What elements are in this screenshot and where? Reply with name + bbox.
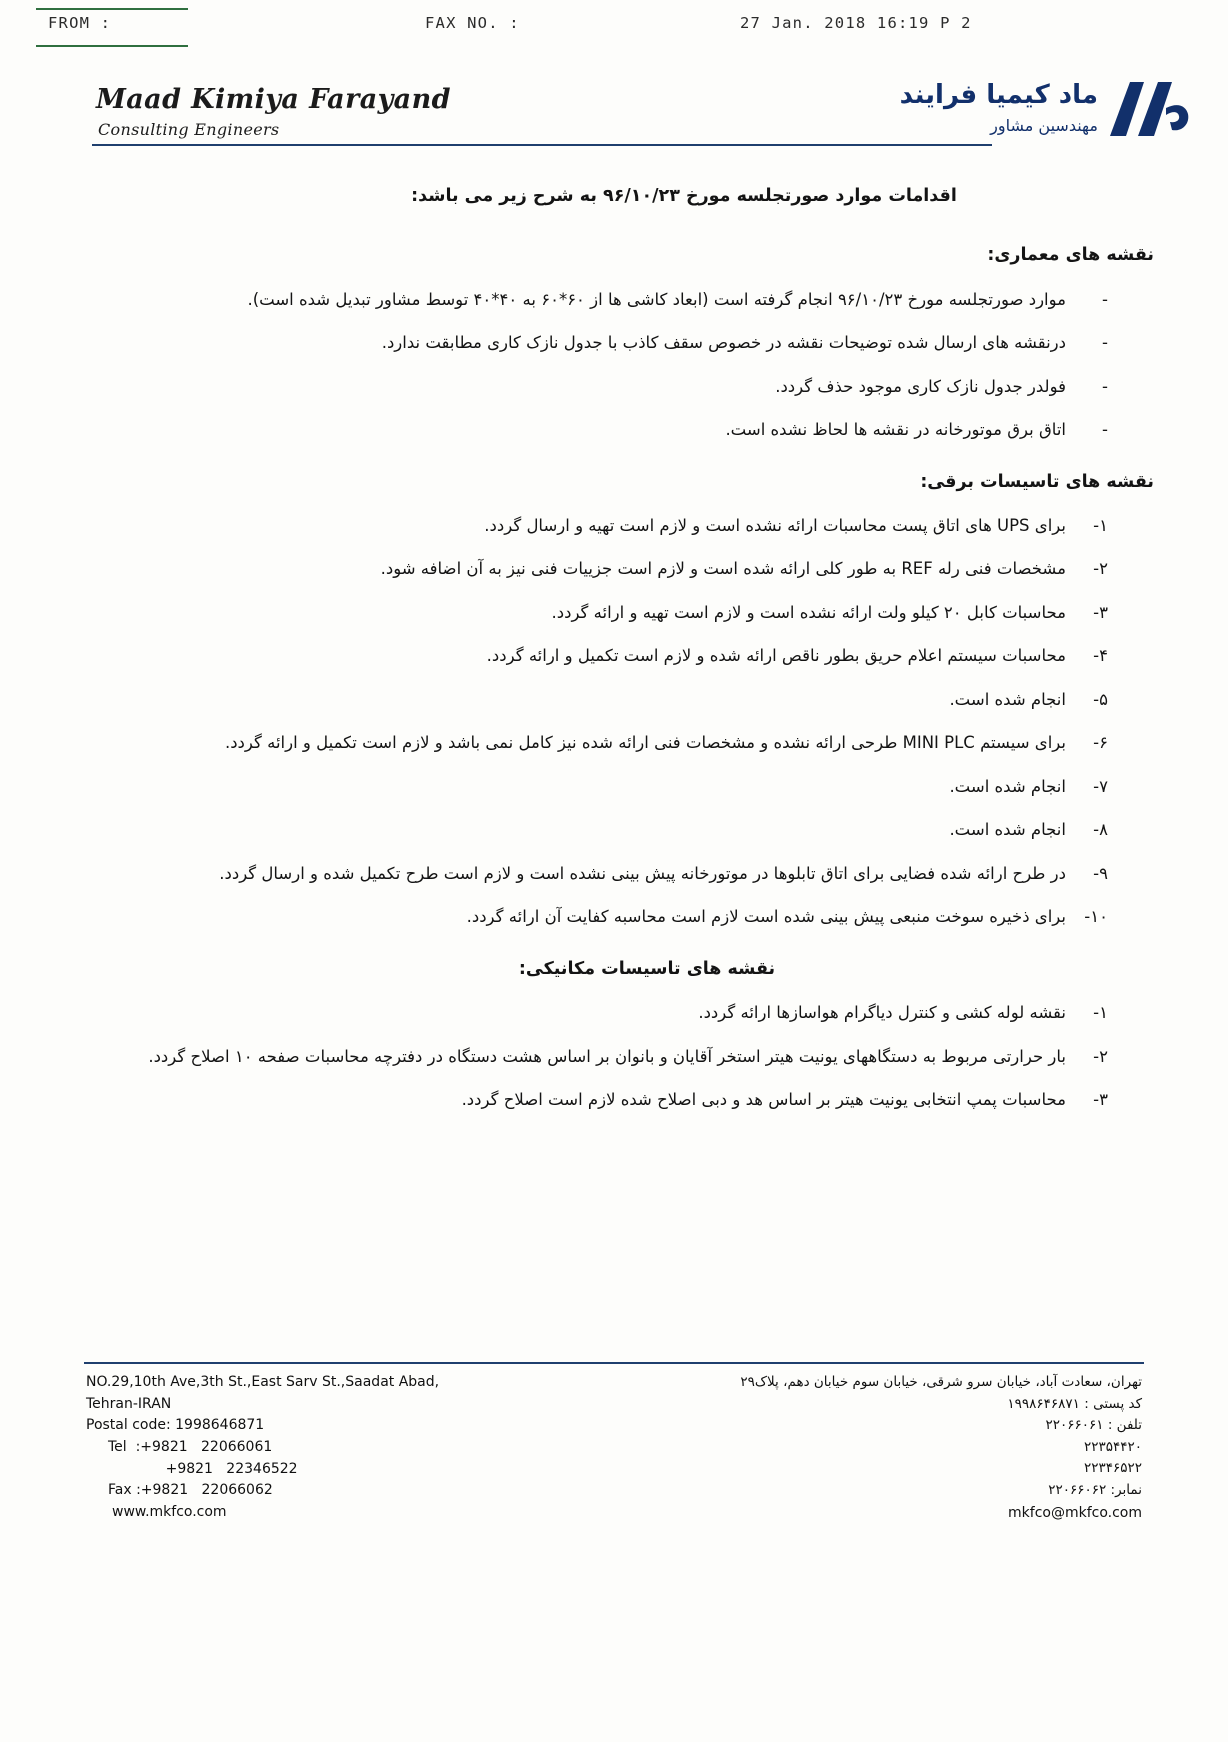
list-marker: ۱۰- <box>1084 907 1108 927</box>
list-marker: - <box>1102 376 1108 396</box>
document-body <box>60 180 1168 1129</box>
list-marker: ۱- <box>1093 1003 1108 1023</box>
list-item <box>60 372 1108 403</box>
footer-tel-line-fa: ۲۲۳۵۴۴۲۰ <box>1083 1438 1142 1455</box>
list-item-text: انجام شده است. <box>949 820 1066 840</box>
list-item-text: محاسبات پمپ انتخابی یونیت هیتر بر اساس هد و دبی اصلاح شده لازم است اصلاح گردد. <box>461 1090 1066 1110</box>
footer-address-line: NO.29,10th Ave,3th St.,East Sarv St.,Saadat Abad, <box>86 1374 440 1390</box>
list-item <box>60 511 1108 542</box>
section-heading-architectural: نقشه های معماری: <box>987 245 1154 266</box>
list-item-text: برای سیستم MINI PLC طرحی ارائه نشده و مشخصات فنی ارائه شده نیز کامل نمی باشد و لازم است تکمیل و ارائه گردد. <box>224 733 1066 753</box>
list-marker: ۹- <box>1093 863 1108 883</box>
list-marker: ۷- <box>1093 776 1108 796</box>
fax-number-label: FAX NO. : <box>425 14 520 32</box>
list-item-text: موارد صورتجلسه مورخ ۹۶/۱۰/۲۳ انجام گرفته است (ابعاد کاشی ها از ۶۰*۶۰ به ۴۰*۴۰ توسط مشاور تبدیل شده است). <box>247 289 1066 309</box>
letterhead-footer <box>0 1372 1228 1521</box>
company-subtitle-english: Consulting Engineers <box>98 120 280 139</box>
list-item-text: برای ذخیره سوخت منبعی پیش بینی شده است لازم است محاسبه کفایت آن ارائه گردد. <box>466 907 1066 927</box>
list-item <box>60 859 1108 890</box>
list-item <box>60 641 1108 672</box>
fax-transmission-header <box>0 8 1228 42</box>
footer-address-english <box>86 1372 439 1524</box>
list-item-text: اتاق برق موتورخانه در نقشه ها لحاظ نشده است. <box>725 420 1066 440</box>
list-marker: ۶- <box>1093 733 1108 753</box>
document-title: اقدامات موارد صورتجلسه مورخ ۹۶/۱۰/۲۳ به شرح زیر می باشد: <box>411 186 957 206</box>
footer-fax-line-fa: نمابر: ۲۲۰۶۶۰۶۲ <box>1048 1481 1142 1498</box>
footer-tel-line-fa: ۲۲۳۴۶۵۲۲ <box>1083 1460 1142 1477</box>
list-item-text: مشخصات فنی رله REF به طور کلی ارائه شده است و لازم است جزییات فنی نیز به آن اضافه شود. <box>380 559 1066 579</box>
list-electrical <box>60 511 1108 933</box>
list-architectural <box>60 285 1108 446</box>
list-item-text: در طرح ارائه شده فضایی برای اتاق تابلوها در موتورخانه پیش بینی نشده است و لازم است طرح تکمیل شده و ارسال گردد. <box>219 863 1066 883</box>
footer-website[interactable]: www.mkfco.com <box>112 1504 227 1521</box>
company-subtitle-persian: مهندسین مشاور <box>990 116 1098 135</box>
footer-address-line-fa: تهران، سعادت آباد، خیابان سرو شرقی، خیابان سوم خیابان دهم، پلاک۲۹ <box>740 1374 1142 1390</box>
list-item <box>60 328 1108 359</box>
list-marker: ۴- <box>1093 646 1108 666</box>
letterhead-divider <box>92 144 992 146</box>
list-marker: - <box>1102 420 1108 440</box>
list-marker: ۲- <box>1093 1046 1108 1066</box>
fax-header-rule-top <box>36 8 188 10</box>
list-item <box>60 554 1108 585</box>
list-item <box>60 998 1108 1029</box>
list-item <box>60 728 1108 759</box>
section-heading-mechanical: نقشه های تاسیسات مکانیکی: <box>518 958 776 979</box>
letterhead <box>0 78 1228 154</box>
list-item <box>60 685 1108 716</box>
footer-address-line: Tehran-IRAN <box>86 1395 172 1412</box>
list-item <box>60 598 1108 629</box>
footer-tel-line-fa: تلفن : ۲۲۰۶۶۰۶۱ <box>1045 1417 1142 1434</box>
list-item-text: انجام شده است. <box>949 689 1066 709</box>
mkf-monogram-logo-icon <box>1104 78 1190 140</box>
footer-postal-code-fa: کد پستی : ۱۹۹۸۶۴۶۸۷۱ <box>1007 1395 1142 1412</box>
list-item <box>60 772 1108 803</box>
list-marker: ۲- <box>1093 559 1108 579</box>
list-marker: ۳- <box>1093 602 1108 622</box>
footer-address-persian <box>740 1372 1142 1524</box>
footer-email[interactable]: mkfco@mkfco.com <box>1008 1504 1142 1521</box>
list-item <box>60 1085 1108 1116</box>
list-item-text: فولدر جدول نازک کاری موجود حذف گردد. <box>775 376 1066 396</box>
list-item-text: بار حرارتی مربوط به دستگاههای یونیت هیتر استخر آقایان و بانوان بر اساس هشت دستگاه در دفترچه محاسبات صفحه ۱۰ اصلاح گردد. <box>148 1046 1066 1066</box>
fax-from-label: FROM : <box>48 14 112 32</box>
list-marker: ۵- <box>1093 689 1108 709</box>
list-item <box>60 1042 1108 1073</box>
footer-tel-line: +9821 22346522 <box>130 1460 298 1477</box>
list-item-text: برای UPS های اتاق پست محاسبات ارائه نشده است و لازم است تهیه و ارسال گردد. <box>484 515 1066 535</box>
list-item-text: محاسبات سیستم اعلام حریق بطور ناقص ارائه شده و لازم است تکمیل و ارائه گردد. <box>486 646 1066 666</box>
list-marker: ۸- <box>1093 820 1108 840</box>
list-item <box>60 285 1108 316</box>
fax-datestamp: 27 Jan. 2018 16:19 P 2 <box>740 14 972 32</box>
section-heading-electrical: نقشه های تاسیسات برقی: <box>920 471 1154 492</box>
company-name-persian: ماد کیمیا فرایند <box>899 80 1098 110</box>
list-item-text: محاسبات کابل ۲۰ کیلو ولت ارائه نشده است و لازم است تهیه و ارائه گردد. <box>551 602 1066 622</box>
company-name-english: Maad Kimiya Farayand <box>96 84 451 115</box>
list-marker: ۳- <box>1093 1090 1108 1110</box>
fax-header-rule-bottom <box>36 45 188 47</box>
list-item-text: انجام شده است. <box>949 776 1066 796</box>
list-marker: - <box>1102 289 1108 309</box>
footer-fax-line: Fax :+9821 22066062 <box>108 1482 273 1499</box>
list-item <box>60 415 1108 446</box>
list-marker: ۱- <box>1093 515 1108 535</box>
list-mechanical <box>60 998 1108 1116</box>
list-marker: - <box>1102 333 1108 353</box>
footer-tel-line: Tel :+9821 22066061 <box>108 1439 273 1456</box>
footer-divider <box>84 1362 1144 1364</box>
footer-postal-code: Postal code: 1998646871 <box>86 1417 265 1434</box>
list-item <box>60 815 1108 846</box>
list-item-text: نقشه لوله کشی و کنترل دیاگرام هواسازها ارائه گردد. <box>698 1003 1066 1023</box>
list-item-text: درنقشه های ارسال شده توضیحات نقشه در خصوص سقف کاذب با جدول نازک کاری مطابقت ندارد. <box>381 333 1066 353</box>
list-item <box>60 902 1108 933</box>
